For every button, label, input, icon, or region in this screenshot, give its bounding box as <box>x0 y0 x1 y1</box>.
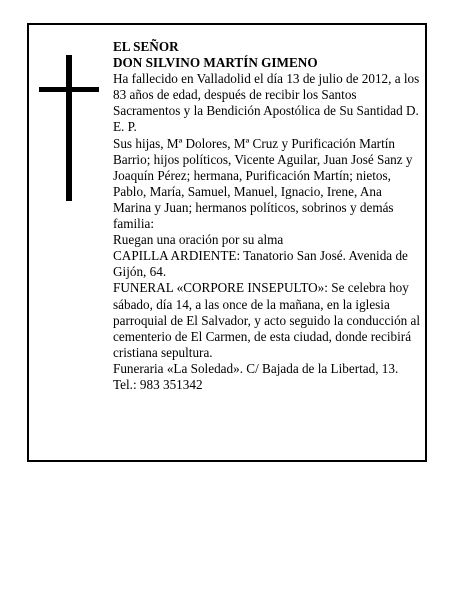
chapel-info: CAPILLA ARDIENTE: Tanatorio San José. Avenida de Gijón, 64. <box>113 248 408 280</box>
cross-vertical-bar <box>66 55 72 201</box>
obituary-notice <box>27 23 427 462</box>
funeral-info: FUNERAL «CORPORE INSEPULTO»: Se celebra hoy sábado, día 14, a las once de la mañana, en la iglesia parroquial de El Salvador, y acto seguido la conducción al cementerio de El Carmen, de esta ciudad, donde recibirá cristiana sepultura. <box>113 280 421 360</box>
notice-heading-title: EL SEÑOR <box>113 39 179 54</box>
funeral-home-info: Funeraria «La Soledad». C/ Bajada de la Libertad, 13. Tel.: 983 351342 <box>113 360 399 392</box>
cross-icon <box>39 55 99 201</box>
death-announcement: Ha fallecido en Valladolid el día 13 de julio de 2012, a los 83 años de edad, después de recibir los Santos Sacramentos y la Bendición Apostólica de Su Santidad D. E. P. <box>113 71 420 135</box>
deceased-name: DON SILVINO MARTÍN GIMENO <box>113 55 318 71</box>
notice-text <box>113 39 423 393</box>
prayer-request: Ruegan una oración por su alma <box>113 232 284 248</box>
family-list: Sus hijas, Mª Dolores, Mª Cruz y Purificación Martín Barrio; hijos políticos, Vicente Aguilar, Juan José Sanz y Joaquín Pérez; hermana, Purificación Martín; nietos, Pablo, María, Samuel, Manuel, Ignacio, Irene, Ana Marina y Juan; hermanos políticos, sobrinos y demás familia: <box>113 135 413 232</box>
cross-horizontal-bar <box>39 87 99 92</box>
